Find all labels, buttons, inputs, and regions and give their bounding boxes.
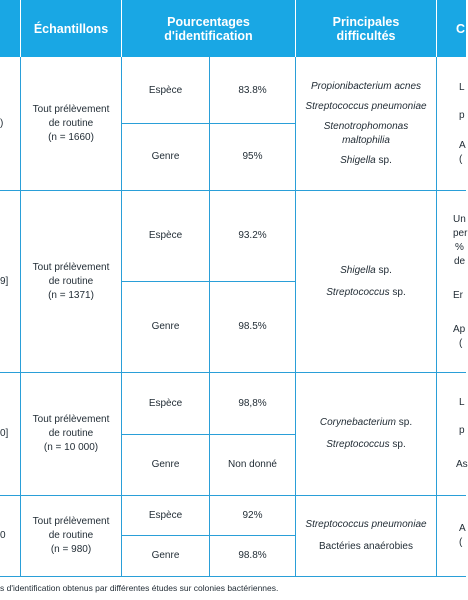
row1-difficultes	[296, 58, 436, 190]
row4-espece-value	[210, 496, 295, 535]
row4-genre-value-text: 98.8%	[238, 550, 267, 561]
row1-cut-3: A	[459, 140, 466, 151]
row2-difficultes	[296, 191, 436, 372]
row2-echantillon-line1: Tout prélèvement	[32, 261, 110, 273]
row2-difficulte-1-italic: Shigella	[340, 264, 376, 276]
row1-cut-2: p	[459, 110, 465, 121]
row2-espece-value	[210, 191, 295, 281]
row3-difficulte-2-plain: sp.	[389, 439, 406, 450]
row3-genre-value	[210, 435, 295, 495]
row3-echantillon-line2: de routine	[48, 428, 94, 439]
row4-espece-label-text: Espèce	[148, 509, 183, 521]
row2-difficulte-2	[326, 286, 406, 300]
row1-echantillon-line2: de routine	[48, 118, 94, 129]
row2-espece-label-text: Espèce	[148, 230, 183, 241]
row2-difficulte-1-plain: sp.	[375, 264, 392, 276]
header-echantillons	[21, 0, 121, 57]
row3-genre-label-text: Genre	[151, 459, 180, 470]
row4-echantillon-line2: de routine	[48, 530, 94, 541]
row1-espece-value-text: 83.8%	[238, 84, 267, 96]
row3-cut-3: As	[456, 459, 468, 470]
row4-echantillon	[21, 496, 121, 576]
row2-cut-1: Un	[453, 213, 466, 225]
header-pourcentages-line1: Pourcentages	[167, 14, 250, 29]
row1-espece-label-text: Espèce	[148, 84, 183, 96]
row1-espece-label	[122, 58, 209, 123]
row1-difficulte-3b: maltophilia	[342, 135, 390, 146]
header-cut-right	[437, 0, 466, 57]
row2-ref-fragment	[0, 191, 10, 372]
row1-difficulte-1: Propionibacterium acnes	[310, 81, 422, 92]
row4-cut-column	[437, 496, 466, 576]
row3-echantillon-line3: (n = 10 000)	[43, 442, 99, 453]
row3-cut-1: L	[459, 397, 465, 408]
row1-difficulte-4	[340, 154, 392, 168]
header-difficultes	[296, 0, 436, 57]
header-difficultes-line2: difficultés	[336, 28, 396, 43]
row1-genre-label	[122, 124, 209, 190]
row2-genre-value	[210, 282, 295, 372]
row3-espece-label	[122, 373, 209, 434]
row4-genre-value	[210, 536, 295, 576]
row3-cut-2: p	[459, 425, 465, 436]
row2-cut-2: per	[453, 227, 468, 239]
grid-hline-table-bottom	[0, 576, 466, 577]
row1-difficulte-4-italic: Shigella	[340, 155, 376, 166]
row3-espece-value-text: 98,8%	[238, 397, 267, 409]
row3-espece-label-text: Espèce	[148, 397, 183, 409]
row3-echantillon	[21, 373, 121, 495]
row2-cut-column	[437, 191, 466, 372]
row2-echantillon	[21, 191, 121, 372]
row1-genre-value-text: 95%	[242, 151, 263, 162]
row2-espece-label	[122, 191, 209, 281]
row2-echantillon-line2: de routine	[48, 275, 94, 287]
row1-genre-value	[210, 124, 295, 190]
row4-espece-value-text: 92%	[242, 509, 263, 521]
row2-ref-fragment-text: 9]	[0, 275, 9, 287]
row4-difficultes	[296, 496, 436, 576]
row3-echantillon-line1: Tout prélèvement	[32, 414, 110, 425]
row1-difficulte-2: Streptococcus pneumoniae	[305, 101, 427, 112]
row4-espece-label	[122, 496, 209, 535]
row3-ref-fragment	[0, 373, 10, 495]
row1-genre-label-text: Genre	[151, 151, 180, 162]
row3-cut-column	[437, 373, 466, 495]
row3-espece-value	[210, 373, 295, 434]
row4-genre-label-text: Genre	[151, 550, 180, 561]
row3-genre-label	[122, 435, 209, 495]
row3-ref-fragment-text: 0]	[0, 428, 9, 439]
row3-difficulte-2	[326, 438, 406, 452]
table-footnote: s d'identification obtenus par différentes études sur colonies bactériennes.	[0, 583, 279, 593]
row4-difficulte-2: Bactéries anaérobies	[319, 541, 413, 552]
header-cut-right-label: C	[456, 21, 466, 36]
row2-difficulte-2-plain: sp.	[389, 286, 406, 298]
row2-cut-5: Ap	[453, 323, 466, 335]
header-pourcentages-line2: d'identification	[164, 28, 253, 43]
row2-difficulte-2-italic: Streptococcus	[326, 286, 390, 298]
row1-difficulte-3a: Stenotrophomonas	[323, 121, 409, 132]
row3-difficulte-1	[320, 416, 412, 430]
row4-genre-label	[122, 536, 209, 576]
row4-echantillon-line1: Tout prélèvement	[32, 516, 110, 527]
row2-echantillon-line3: (n = 1371)	[48, 289, 94, 301]
row2-espece-value-text: 93.2%	[238, 230, 267, 241]
row4-cut-1: A	[459, 523, 466, 534]
header-echantillons-label: Échantillons	[33, 21, 109, 36]
row3-difficultes	[296, 373, 436, 495]
row2-difficulte-1	[340, 264, 392, 278]
row3-genre-value-text: Non donné	[228, 459, 277, 470]
row1-echantillon-line1: Tout prélèvement	[32, 104, 110, 115]
row1-cut-4: (	[459, 154, 463, 165]
row2-cut-3: % de	[453, 241, 466, 267]
row1-cut-column	[437, 58, 466, 190]
row1-espece-value	[210, 58, 295, 123]
row1-cut-1: L	[459, 82, 465, 93]
header-difficultes-line1: Principales	[332, 14, 400, 29]
row4-ref-fragment	[0, 496, 8, 576]
row1-difficulte-4-plain: sp.	[375, 155, 392, 166]
row2-genre-value-text: 98.5%	[238, 321, 267, 332]
row1-ref-fragment	[0, 58, 8, 190]
header-cell-left-cut	[0, 0, 20, 57]
row2-genre-label	[122, 282, 209, 372]
row4-echantillon-line3: (n = 980)	[50, 544, 92, 555]
row2-genre-label-text: Genre	[151, 321, 180, 332]
row1-ref-fragment-text: )	[0, 118, 4, 129]
row4-difficulte-1: Streptococcus pneumoniae	[305, 519, 427, 530]
row3-difficulte-1-plain: sp.	[396, 417, 413, 428]
row3-difficulte-2-italic: Streptococcus	[326, 439, 390, 450]
row1-echantillon-line3: (n = 1660)	[48, 132, 94, 143]
row2-cut-6: (	[459, 337, 463, 349]
header-pourcentages	[122, 0, 295, 57]
row4-cut-2: (	[459, 537, 463, 548]
row4-ref-fragment-text: 0	[0, 530, 6, 541]
row3-difficulte-1-italic: Corynebacterium	[319, 417, 397, 428]
row1-echantillon	[21, 58, 121, 190]
row2-cut-4: Er	[453, 289, 463, 301]
